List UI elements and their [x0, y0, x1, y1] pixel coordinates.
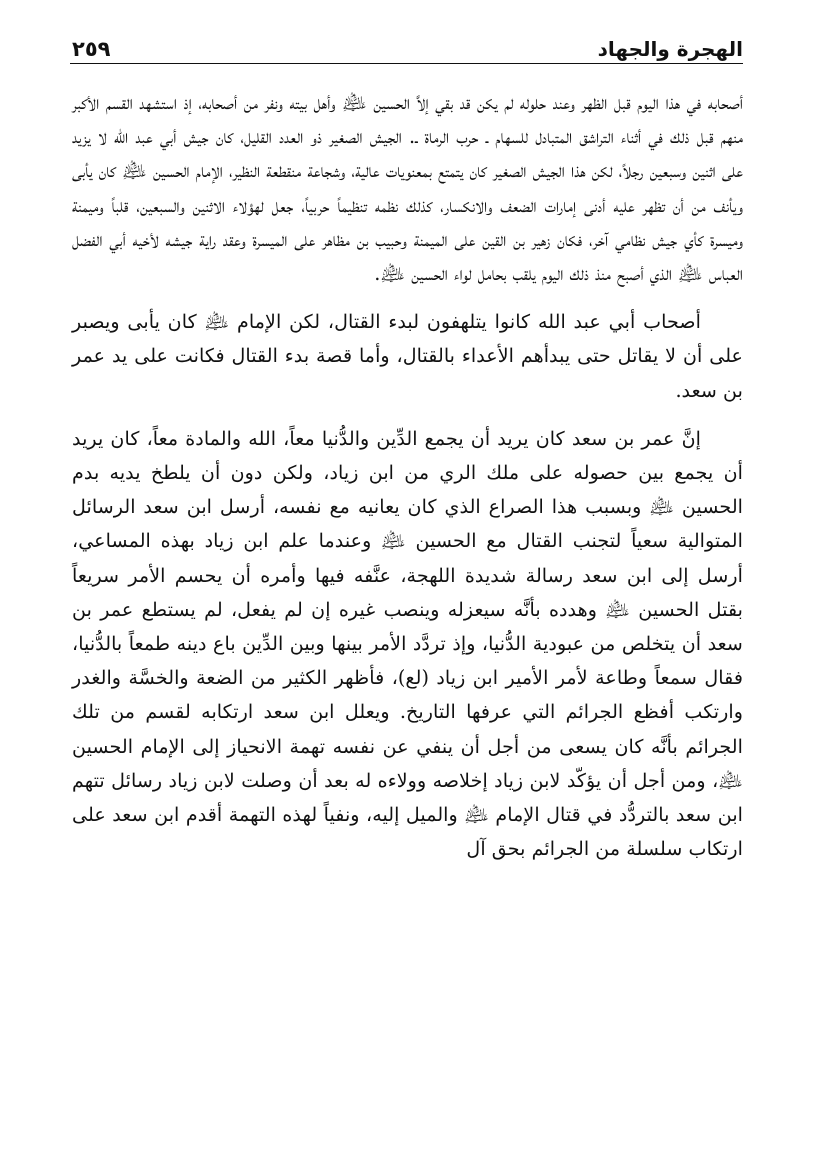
paragraph-3: إنَّ عمر بن سعد كان يريد أن يجمع الدِّين والدُّنيا معاً، الله والمادة معاً، كان يريد أن يجمع بين حصوله على ملك الري من ابن زياد، ولكن دون أن يلطخ يديه بدم الحسين ﵇ وبسبب هذا الصراع الذي كان يعانيه مع نفسه، أرسل ابن سعد الرسائل المتوالية سعياً لتجنب القتال مع الحسين ﵇ وعندما علم ابن زياد بهذه المساعي، أرسل إلى ابن سعد رسالة شديدة اللهجة، عنَّفه فيها وأمره أن يحسم الأمر سريعاً بقتل الحسين ﵇ وهدده بأنَّه سيعزله وينصب غيره إن لم يفعل، لم يستطع عمر بن سعد أن يتخلص من عبودية الدُّنيا، وإذ تردَّد الأمر بينها وبين الدِّين باع دينه طمعاً بالدُّنيا، فقال سمعاً وطاعة لأمر الأمير ابن زياد (لع)، فأظهر الكثير من الضعة والخسَّة والغدر وارتكب أفظع الجرائم التي عرفها التاريخ. ويعلل ابن سعد ارتكابه لقسم من تلك الجرائم بأنَّه كان يسعى من أجل أن ينفي عن نفسه تهمة الانحياز إلى الإمام الحسين ﵇، ومن أجل أن يؤكّد لابن زياد إخلاصه وولاءه له بعد أن وصلت لابن زياد رسائل تتهم ابن سعد بالتردُّد في قتال الإمام ﵇ والميل إليه، ونفياً لهذه التهمة أقدم ابن سعد على ارتكاب سلسلة من الجرائم بحق آل — [72, 426, 743, 861]
chapter-title: الهجرة والجهاد — [597, 37, 743, 61]
running-header — [72, 26, 743, 62]
paragraph-1: أصحابه في هذا اليوم قبل الظهر وعند حلوله لم يكن قد بقي إلاَّ الحسين ﵇ وأهل بيته ونفر من أصحابه، إذ استشهد القسم الأكبر منهم قبل ذلك في أثناء التراشق المتبادل للسهام ـ حرب الرماة ـ. الجيش الصغير ذو العدد القليل، كان جيش أبي عبد الله لا يزيد على اثنين وسبعين رجلاً، لكن هذا الجيش الصغير كان يتمتع بمعنويات عالية، وشجاعة منقطعة النظير، الإمام الحسين ﵇ كان يأبى ويأنف من أن تظهر عليه أدنى إمارات الضعف والانكسار، كذلك نظمه تنظيماً حربياً، جعل لهؤلاء الاثنين والسبعين، قلباً وميمنة وميسرة كأي جيش نظامي آخر، فكان زهير بن القين على الميمنة وحبيب بن مظاهر على الميسرة وعقد راية جيشه لأخيه أبي الفضل العباس ﵇ الذي أصبح منذ ذلك اليوم يلقب بحامل لواء الحسين ﵇. — [72, 91, 743, 286]
header-divider — [70, 63, 743, 64]
body-text — [72, 86, 743, 866]
paragraph-2: أصحاب أبي عبد الله كانوا يتلهفون لبدء القتال، لكن الإمام ﵇ كان يأبى ويصبر على أن لا يقاتل حتى يبدأهم الأعداء بالقتال، وأما قصة بدء القتال فكانت على يد عمر بن سعد. — [72, 310, 743, 402]
page-number: ٢٥٩ — [72, 37, 111, 61]
